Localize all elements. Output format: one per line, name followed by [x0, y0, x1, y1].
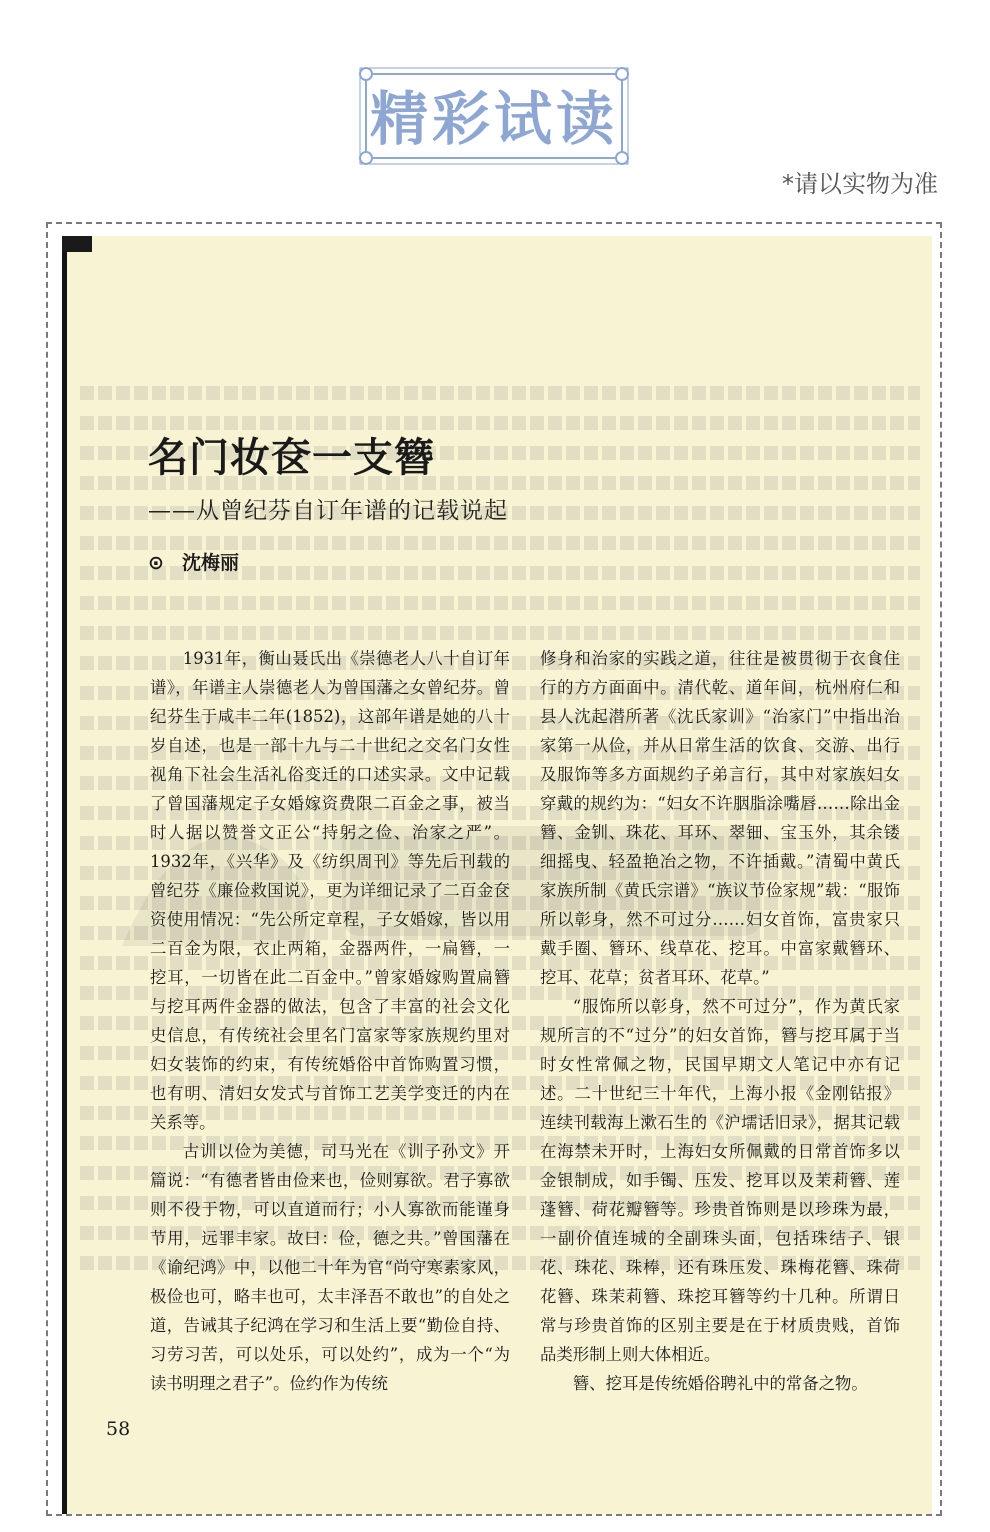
- spine-corner: [62, 236, 92, 252]
- scanned-page: [62, 236, 932, 1514]
- paragraph: “服饰所以彰身，然不可过分”，作为黄氏家规所言的不“过分”的妇女首饰，簪与挖耳属于当时女性常佩之物，民国早期文人笔记中亦有记述。二十世纪三十年代，上海小报《金刚钻报》连续刊载海上漱石生的《沪壖话旧录》，据其记载在海禁未开时，上海妇女所佩戴的日常首饰多以金银制成，如手镯、压发、挖耳以及茉莉簪、莲蓬簪、荷花瓣簪等。珍贵首饰则是以珍珠为最，一副价值连城的全副珠头面，包括珠结子、银花、珠花、珠棒，还有珠压发、珠梅花簪、珠荷花簪、珠茉莉簪、珠挖耳簪等约十几种。所谓日常与珍贵首饰的区别主要是在于材质贵贱，首饰品类形制上则大体相近。: [540, 997, 900, 1364]
- page-number: 58: [106, 1418, 131, 1440]
- paragraph: 簪、挖耳是传统婚俗聘礼中的常备之物。: [572, 1374, 868, 1393]
- banner-title: 精彩试读: [369, 85, 618, 153]
- author-bullet-icon: ⊙: [148, 552, 164, 574]
- left-column: [150, 644, 510, 1398]
- article-subtitle: ——从曾纪芬自订年谱的记载说起: [148, 498, 508, 524]
- paragraph: 修身和治家的实践之道，往往是被贯彻于衣食住行的方方面面中。清代乾、道年间，杭州府仁和县人沈起潜所著《沈氏家训》“治家门”中指出治家第一从俭，并从日常生活的饮食、交游、出行及服饰等多方面规约子弟言行，其中对家族妇女穿戴的规约为：“妇女不许胭脂涂嘴唇……除出金簪、金钏、珠花、耳环、翠钿、宝玉外，其余镂细摇曳、轻盈艳冶之物，不许插戴。”清蜀中黄氏家族所制《黄氏宗谱》“族议节俭家规”载：“服饰所以彰身，然不可过分……妇女首饰，富贵家只戴手圈、簪环、线草花、挖耳。中富家戴簪环、挖耳、花草；贫者耳环、花草。”: [540, 649, 900, 987]
- author-name: 沈梅丽: [182, 552, 240, 574]
- book-spine: [62, 236, 67, 1514]
- paragraph: 1931年，衡山聂氏出《崇德老人八十自订年谱》，年谱主人崇德老人为曾国藩之女曾纪芬。曾纪芬生于咸丰二年(1852)，这部年谱是她的八十岁自述，也是一部十九与二十世纪之交名门女性视角下社会生活礼俗变迁的口述实录。文中记载了曾国藩规定子女婚嫁资费限二百金之事，被当时人据以赞誉文正公“持躬之俭、治家之严”。1932年，《兴华》及《纺织周刊》等先后刊载的曾纪芬《廉俭救国说》，更为详细记录了二百金奁资使用情况：“先公所定章程，子女婚嫁，皆以用二百金为限，衣止两箱，金器两件，一扁簪，一挖耳，一切皆在此二百金中。”曾家婚嫁购置扁簪与挖耳两件金器的做法，包含了丰富的社会文化史信息，有传统社会里名门富家等家族规约里对妇女装饰的约束，有传统婚俗中首饰购置习惯，也有明、清妇女发式与首饰工艺美学变迁的内在关系等。: [150, 649, 510, 1132]
- author-line: [148, 548, 239, 575]
- disclaimer-note: *请以实物为准: [782, 170, 938, 198]
- section-banner: [356, 66, 632, 166]
- article-title: 名门妆奁一支簪: [148, 435, 435, 481]
- paragraph: 古训以俭为美德，司马光在《训子孙文》开篇说：“有德者皆由俭来也，俭则寡欲。君子寡欲则不役于物，可以直道而行；小人寡欲而能谨身节用，远罪丰家。故曰：俭，德之共。”曾国藩在《谕纪鸿》中，以他二十年为官“尚守寒素家风，极俭也可，略丰也可，太丰泽吾不敢也”的自处之道，告诫其子纪鸿在学习和生活上要“勤俭自持、习劳习苦，可以处乐，可以处约”，成为一个“为读书明理之君子”。俭约作为传统: [150, 1142, 510, 1393]
- right-column: [540, 644, 900, 1398]
